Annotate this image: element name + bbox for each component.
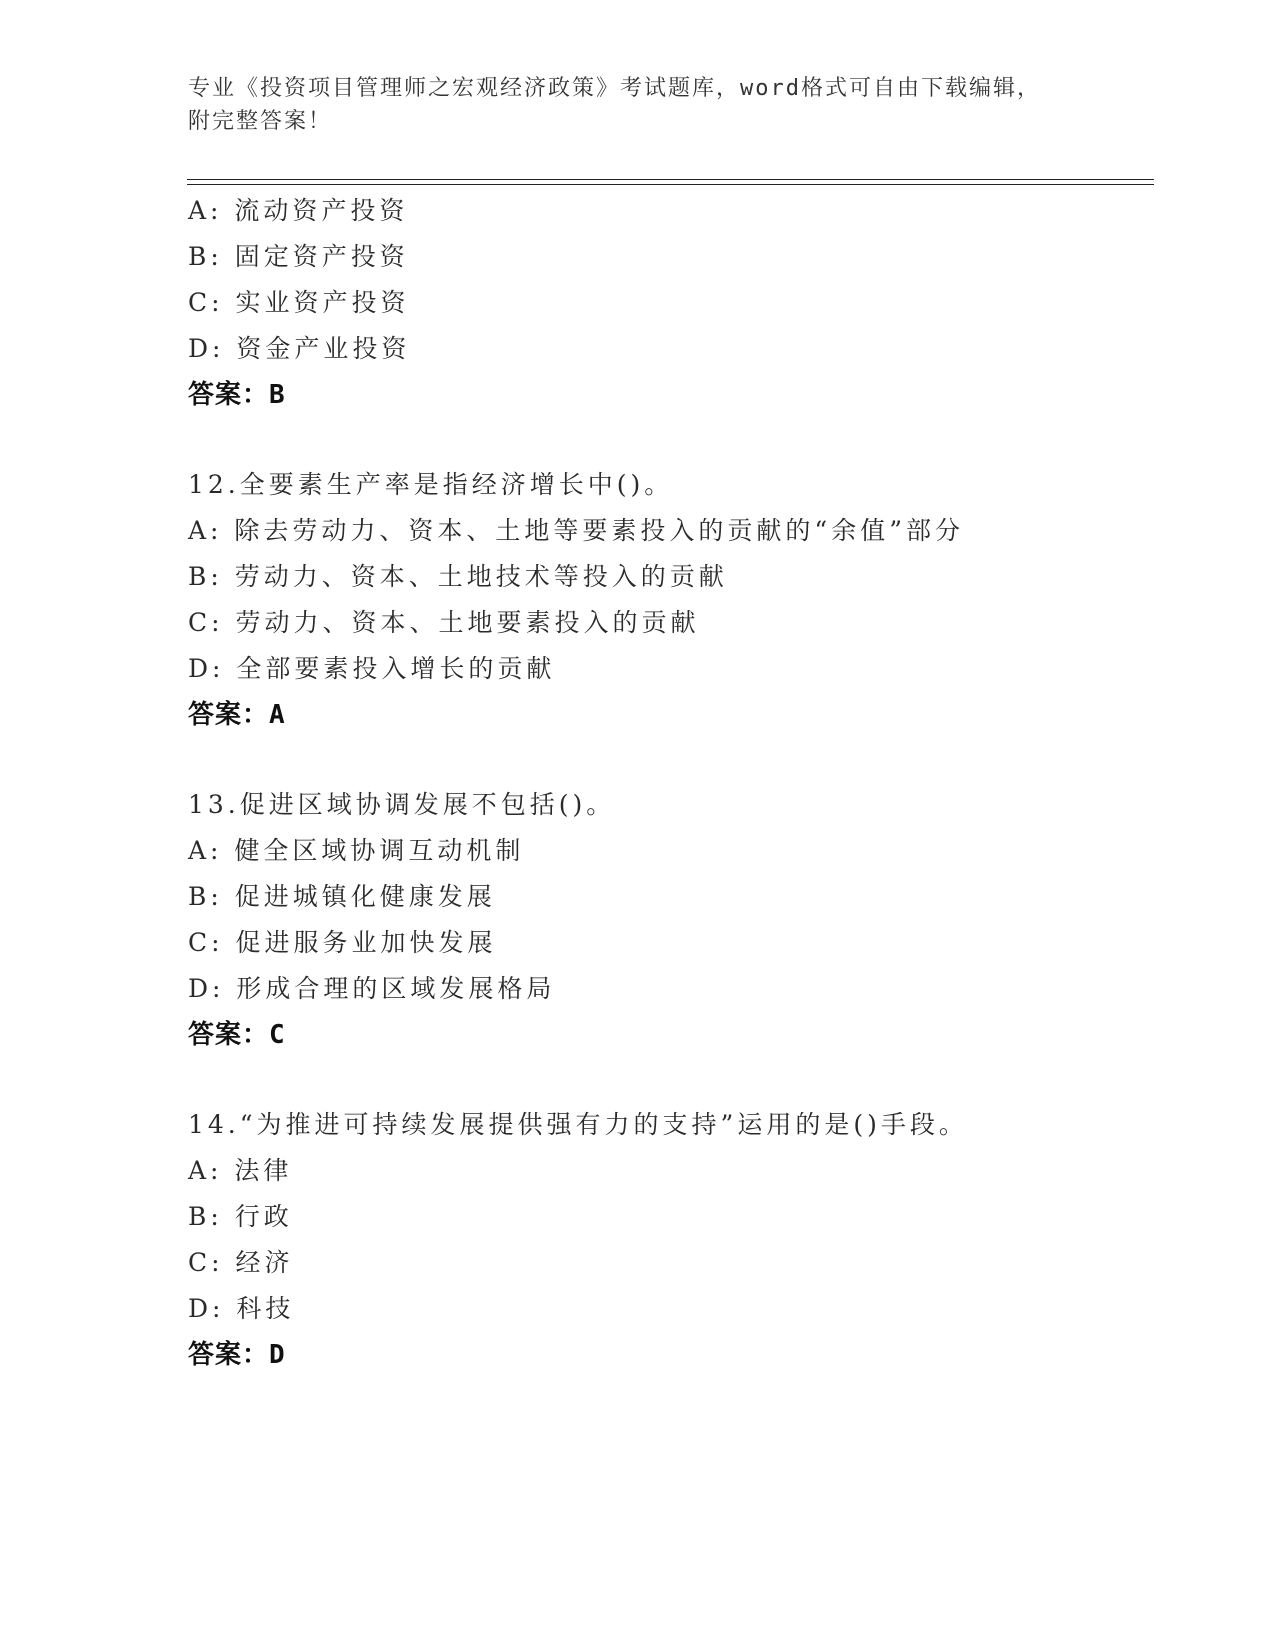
option-c: C: 实业资产投资 bbox=[188, 288, 410, 317]
option-b: B: 行政 bbox=[188, 1202, 293, 1231]
header-line-1: 专业《投资项目管理师之宏观经济政策》考试题库，word格式可自由下载编辑， bbox=[188, 76, 1041, 101]
option-b: B: 促进城镇化健康发展 bbox=[188, 882, 496, 911]
option-a: A: 健全区域协调互动机制 bbox=[188, 836, 525, 865]
header-divider-bottom bbox=[187, 184, 1154, 185]
option-d: D: 资金产业投资 bbox=[188, 334, 411, 363]
question-text: 12.全要素生产率是指经济增长中()。 bbox=[188, 470, 674, 499]
question-12 bbox=[188, 462, 1148, 738]
option-a: A: 流动资产投资 bbox=[188, 196, 409, 225]
question-text: 14.“为推进可持续发展提供强有力的支持”运用的是()手段。 bbox=[188, 1110, 968, 1139]
option-c: C: 劳动力、资本、土地要素投入的贡献 bbox=[188, 608, 700, 637]
answer: 答案：B bbox=[188, 380, 286, 410]
option-d: D: 全部要素投入增长的贡献 bbox=[188, 654, 556, 683]
spacer bbox=[188, 418, 1148, 462]
question-14 bbox=[188, 1102, 1148, 1378]
option-a: A: 法律 bbox=[188, 1156, 293, 1185]
answer: 答案：C bbox=[188, 1020, 286, 1050]
answer: 答案：A bbox=[188, 700, 286, 730]
option-c: C: 促进服务业加快发展 bbox=[188, 928, 497, 957]
option-b: B: 劳动力、资本、土地技术等投入的贡献 bbox=[188, 562, 728, 591]
document-header bbox=[188, 72, 1088, 138]
option-d: D: 形成合理的区域发展格局 bbox=[188, 974, 556, 1003]
question-list bbox=[188, 188, 1148, 1378]
question-11 bbox=[188, 188, 1148, 418]
question-text: 13.促进区域协调发展不包括()。 bbox=[188, 790, 616, 819]
option-b: B: 固定资产投资 bbox=[188, 242, 409, 271]
option-d: D: 科技 bbox=[188, 1294, 295, 1323]
question-13 bbox=[188, 782, 1148, 1058]
spacer bbox=[188, 738, 1148, 782]
header-line-2: 附完整答案！ bbox=[188, 109, 333, 134]
header-divider-top bbox=[187, 179, 1154, 180]
option-c: C: 经济 bbox=[188, 1248, 294, 1277]
spacer bbox=[188, 1058, 1148, 1102]
answer: 答案：D bbox=[188, 1340, 286, 1370]
option-a: A: 除去劳动力、资本、土地等要素投入的贡献的“余值”部分 bbox=[188, 516, 964, 545]
